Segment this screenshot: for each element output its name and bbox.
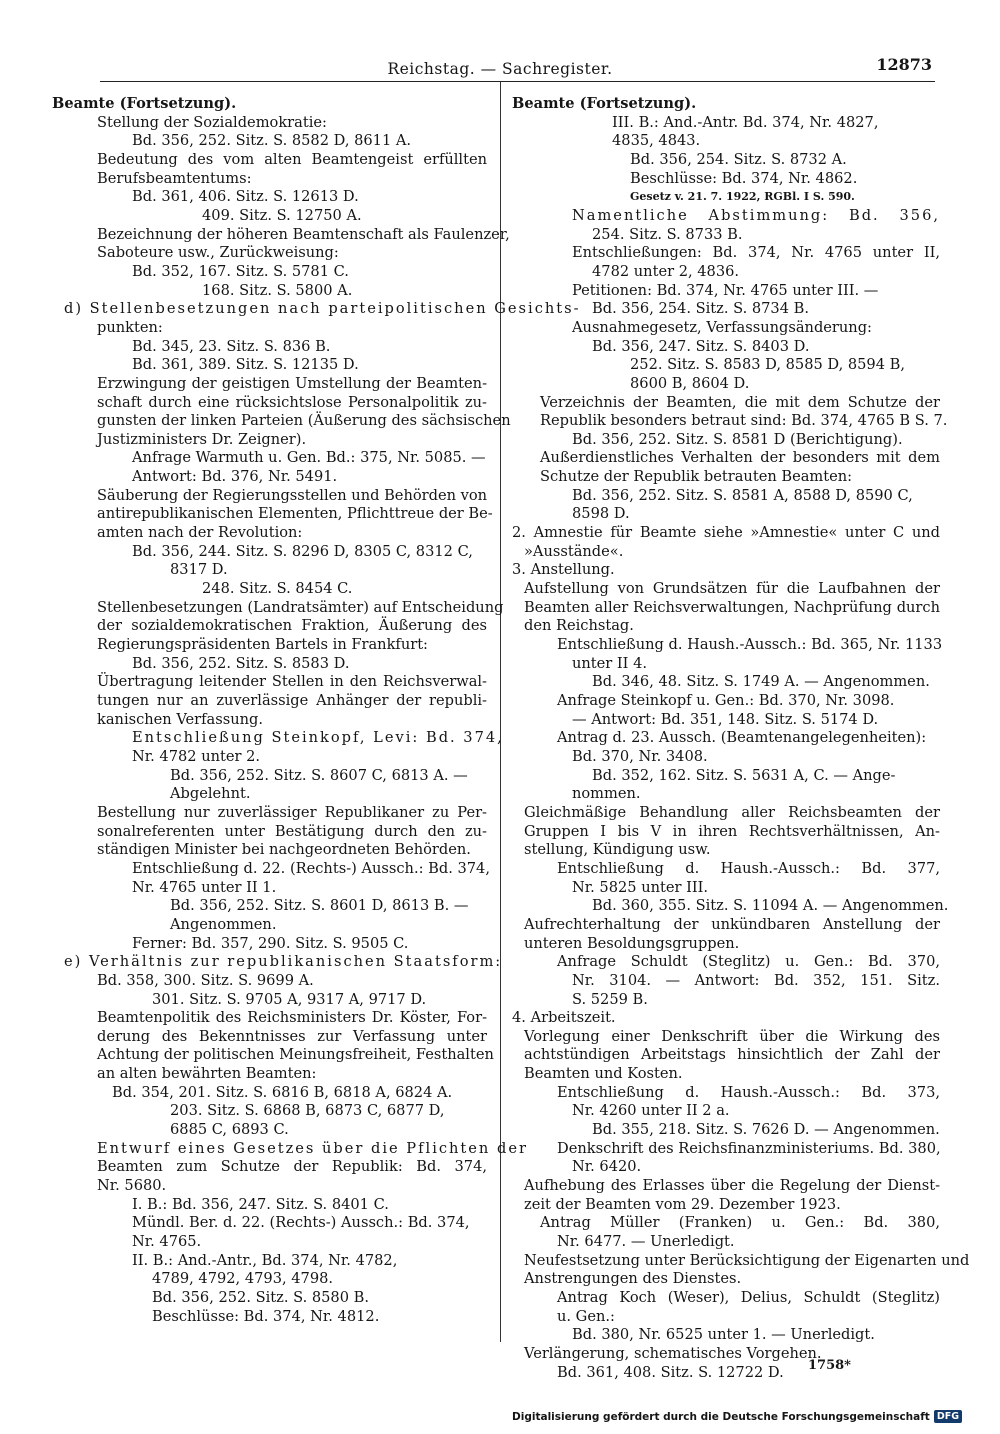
- motion-line: Antrag d. 23. Aussch. (Beamtenangelegenheiten):: [557, 729, 927, 747]
- reference-line: III. B.: And.-Antr. Bd. 374, Nr. 4827,: [612, 113, 879, 131]
- reference-line: Nr. 6477. — Unerledigt.: [557, 1233, 735, 1251]
- reference-line: Nr. 5825 unter III.: [572, 878, 709, 896]
- vote-line: Namentliche Abstimmung: Bd. 356,: [572, 206, 940, 224]
- entry-line: ständigen Minister bei nachgeordneten Behörden.: [97, 841, 471, 859]
- motion-line: Antrag Müller (Franken) u. Gen.: Bd. 380,: [540, 1214, 940, 1232]
- motion-line: Entschließung d. Haush.-Aussch.: Bd. 373,: [557, 1083, 940, 1101]
- reference-line: Bd. 380, Nr. 6525 unter 1. — Unerledigt.: [572, 1326, 875, 1344]
- inquiry-line: Anfrage Schuldt (Steglitz) u. Gen.: Bd. 370,: [557, 953, 940, 971]
- reference-line: Anfrage Warmuth u. Gen. Bd.: 375, Nr. 5085. —: [132, 449, 486, 467]
- footer-text: Digitalisierung gefördert durch die Deutsche Forschungsgemeinschaft: [512, 1410, 930, 1423]
- entry-line: schaft durch eine rücksichtslose Personalpolitik zu-: [97, 393, 487, 411]
- reference-line: II. B.: And.-Antr., Bd. 374, Nr. 4782,: [132, 1251, 398, 1269]
- reference-line: unter II 4.: [572, 654, 648, 672]
- reference-line: Bd. 361, 389. Sitz. S. 12135 D.: [132, 356, 359, 374]
- entry-line: u. Gen.:: [557, 1307, 615, 1325]
- reference-line: I. B.: Bd. 356, 247. Sitz. S. 8401 C.: [132, 1195, 389, 1213]
- entry-line: Regierungspräsidenten Bartels in Frankfurt:: [97, 636, 428, 654]
- entry-line: Justizministers Dr. Zeigner).: [97, 430, 307, 448]
- entry-line: Republik besonders betraut sind: Bd. 374, 4765 B S. 7.: [540, 412, 948, 430]
- reference-line: Bd. 356, 252. Sitz. S. 8607 C, 6813 A. —: [170, 766, 468, 784]
- numbered-section: 3. Anstellung.: [512, 561, 615, 579]
- reference-line: Bd. 370, Nr. 3408.: [572, 747, 708, 765]
- reference-line: Bd. 356, 252. Sitz. S. 8582 D, 8611 A.: [132, 132, 412, 150]
- reference-line: Bd. 346, 48. Sitz. S. 1749 A. — Angenommen.: [592, 673, 930, 691]
- entry-line: Entschließungen: Bd. 374, Nr. 4765 unter II,: [572, 244, 940, 262]
- reference-line: Bd. 356, 252. Sitz. S. 8583 D.: [132, 654, 350, 672]
- reference-line: Beschlüsse: Bd. 374, Nr. 4862.: [630, 169, 858, 187]
- entry-line: achtstündigen Arbeitstags hinsichtlich der Zahl der: [524, 1046, 940, 1064]
- reference-line: Antwort: Bd. 376, Nr. 5491.: [132, 468, 338, 486]
- reference-line: — Antwort: Bd. 351, 148. Sitz. S. 5174 D.: [572, 710, 879, 728]
- entry-line: Bestellung nur zuverlässiger Republikaner zu Per-: [97, 803, 487, 821]
- page-number: 12873: [876, 55, 932, 74]
- reference-line: Bd. 352, 167. Sitz. S. 5781 C.: [132, 262, 349, 280]
- entry-line: Neufestsetzung unter Berücksichtigung der Eigenarten und: [524, 1251, 970, 1269]
- reference-line: 6885 C, 6893 C.: [170, 1121, 289, 1139]
- reference-line: 4835, 4843.: [612, 132, 701, 150]
- entry-line: Stellenbesetzungen (Landratsämter) auf Entscheidung: [97, 598, 504, 616]
- reference-line: Angenommen.: [170, 915, 277, 933]
- reference-line: Bd. 356, 254. Sitz. S. 8734 B.: [592, 300, 810, 318]
- reference-line: Nr. 4260 unter II 2 a.: [572, 1102, 730, 1120]
- entry-line: Anstrengungen des Dienstes.: [524, 1270, 742, 1288]
- dfg-logo-icon: DFG: [934, 1410, 962, 1423]
- entry-line: Beamten und Kosten.: [524, 1065, 683, 1083]
- reference-line: 4782 unter 2, 4836.: [592, 262, 740, 280]
- reference-line: 248. Sitz. S. 8454 C.: [202, 580, 353, 598]
- entry-line: sonalreferenten unter Bestätigung durch den zu-: [97, 822, 487, 840]
- reference-line: Abgelehnt.: [170, 785, 251, 803]
- reference-line: Bd. 361, 406. Sitz. S. 12613 D.: [132, 188, 359, 206]
- reference-line: Bd. 356, 252. Sitz. S. 8581 D (Berichtigung).: [572, 430, 903, 448]
- reference-line: 168. Sitz. S. 5800 A.: [202, 281, 353, 299]
- reference-line: Nr. 6420.: [572, 1158, 642, 1176]
- entry-line: derung des Bekenntnisses zur Verfassung unter: [97, 1027, 487, 1045]
- entry-line: Übertragung leitender Stellen in den Reichsverwal-: [97, 673, 487, 691]
- entry-line: an alten bewährten Beamten:: [97, 1065, 317, 1083]
- entry-line: stellung, Kündigung usw.: [524, 841, 711, 859]
- motion-line: Entschließung d. Haush.-Aussch.: Bd. 377,: [557, 859, 940, 877]
- entry-line: amten nach der Revolution:: [97, 524, 303, 542]
- reference-line: 301. Sitz. S. 9705 A, 9317 A, 9717 D.: [152, 990, 427, 1008]
- entry-line: Erzwingung der geistigen Umstellung der Beamten-: [97, 374, 487, 392]
- entry-line: Säuberung der Regierungsstellen und Behörden von: [97, 486, 488, 504]
- subsection-heading: d) Stellenbesetzungen nach parteipolitischen Gesichts-: [64, 300, 581, 318]
- entry-line: Beamten zum Schutze der Republik: Bd. 374,: [97, 1158, 487, 1176]
- entry-line: Verzeichnis der Beamten, die mit dem Schutze der: [540, 393, 940, 411]
- signature-mark: 1758*: [808, 1358, 851, 1373]
- entry-line: Saboteure usw., Zurückweisung:: [97, 244, 339, 262]
- entry-line: Schutze der Republik betrauten Beamten:: [540, 468, 853, 486]
- reference-line: Bd. 356, 254. Sitz. S. 8732 A.: [630, 150, 847, 168]
- law-citation: Gesetz v. 21. 7. 1922, RGBl. I S. 590.: [630, 190, 855, 204]
- entry-line: Bezeichnung der höheren Beamtenschaft als Faulenzer,: [97, 225, 510, 243]
- entry-line: Gleichmäßige Behandlung aller Reichsbeamten der: [524, 803, 940, 821]
- entry-line: antirepublikanischen Elementen, Pflichttreue der Be-: [97, 505, 493, 523]
- reference-line: 254. Sitz. S. 8733 B.: [592, 225, 743, 243]
- section-heading: Beamte (Fortsetzung).: [52, 95, 237, 112]
- entry-line: Beamten aller Reichsverwaltungen, Nachprüfung durch: [524, 598, 940, 616]
- reference-line: Nr. 4765.: [132, 1233, 202, 1251]
- entry-line: Aufhebung des Erlasses über die Regelung der Dienst-: [524, 1177, 940, 1195]
- reference-line: Mündl. Ber. d. 22. (Rechts-) Aussch.: Bd. 374,: [132, 1214, 470, 1232]
- entry-line: Beamtenpolitik des Reichsministers Dr. Köster, For-: [97, 1009, 487, 1027]
- reference-line: 8317 D.: [170, 561, 228, 579]
- reference-line: Bd. 360, 355. Sitz. S. 11094 A. — Angenommen.: [592, 897, 949, 915]
- entry-line: Petitionen: Bd. 374, Nr. 4765 unter III. —: [572, 281, 879, 299]
- entry-line: Aufstellung von Grundsätzen für die Laufbahnen der: [524, 580, 940, 598]
- reference-line: nommen.: [572, 785, 641, 803]
- entry-line: Achtung der politischen Meinungsfreiheit, Festhalten: [97, 1046, 494, 1064]
- entry-line: Vorlegung einer Denkschrift über die Wirkung des: [524, 1027, 940, 1045]
- numbered-section: 4. Arbeitszeit.: [512, 1009, 616, 1027]
- reference-line: Beschlüsse: Bd. 374, Nr. 4812.: [152, 1307, 380, 1325]
- entry-line: Verlängerung, schematisches Vorgehen.: [524, 1344, 822, 1362]
- inquiry-line: Anfrage Steinkopf u. Gen.: Bd. 370, Nr. 3098.: [557, 692, 895, 709]
- reference-line: Bd. 356, 247. Sitz. S. 8403 D.: [592, 337, 810, 355]
- reference-line: 8598 D.: [572, 505, 630, 523]
- entry-line: Nr. 5680.: [97, 1177, 167, 1195]
- reference-line: Bd. 356, 252. Sitz. S. 8580 B.: [152, 1289, 370, 1306]
- reference-line: Bd. 356, 244. Sitz. S. 8296 D, 8305 C, 8312 C,: [132, 542, 473, 560]
- entry-line: tungen nur an zuverlässige Anhänger der republi-: [97, 692, 487, 709]
- reference-line: Bd. 356, 252. Sitz. S. 8601 D, 8613 B. —: [170, 897, 469, 915]
- entry-line: kanischen Verfassung.: [97, 710, 264, 728]
- entry-line: Bedeutung des vom alten Beamtengeist erfüllten: [97, 150, 487, 168]
- reference-line: Bd. 354, 201. Sitz. S. 6816 B, 6818 A, 6824 A.: [112, 1083, 453, 1101]
- entry-line: Gruppen I bis V in ihren Rechtsverhältnissen, An-: [524, 822, 940, 840]
- reference-line: Bd. 345, 23. Sitz. S. 836 B.: [132, 337, 331, 355]
- entry-line: der sozialdemokratischen Fraktion, Äußerung des: [97, 617, 487, 635]
- reference-line: 4789, 4792, 4793, 4798.: [152, 1270, 334, 1288]
- right-column: [512, 95, 970, 1382]
- entry-line: Berufsbeamtentums:: [97, 169, 252, 187]
- numbered-section: 2. Amnestie für Beamte siehe »Amnestie« unter C und: [512, 524, 940, 542]
- entry-line: Stellung der Sozialdemokratie:: [97, 113, 327, 131]
- reference-line: Bd. 355, 218. Sitz. S. 7626 D. — Angenommen.: [592, 1121, 940, 1139]
- running-header: Reichstag. — Sachregister.: [387, 60, 613, 78]
- reference-line: 8600 B, 8604 D.: [630, 374, 750, 392]
- bill-line: Entwurf eines Gesetzes über die Pflichten der: [97, 1139, 528, 1157]
- reference-line: Bd. 356, 252. Sitz. S. 8581 A, 8588 D, 8590 C,: [572, 486, 913, 504]
- entry-line: gunsten der linken Parteien (Äußerung des sächsischen: [97, 412, 511, 430]
- entry-line: zeit der Beamten vom 29. Dezember 1923.: [524, 1195, 841, 1213]
- motion-line: Antrag Koch (Weser), Delius, Schuldt (Steglitz): [557, 1289, 940, 1306]
- reference-line: Bd. 361, 408. Sitz. S. 12722 D.: [557, 1363, 784, 1381]
- entry-line: punkten:: [97, 318, 163, 336]
- reference-line: 409. Sitz. S. 12750 A.: [202, 206, 362, 224]
- motion-line: Entschließung d. 22. (Rechts-) Aussch.: Bd. 374,: [132, 859, 490, 877]
- reference-line: Nr. 4765 unter II 1.: [132, 878, 277, 896]
- reference-line: S. 5259 B.: [572, 990, 648, 1008]
- entry-line: den Reichstag.: [524, 617, 634, 635]
- reference-line: Bd. 358, 300. Sitz. S. 9699 A.: [97, 971, 314, 989]
- entry-line: Ausnahmegesetz, Verfassungsänderung:: [572, 318, 872, 336]
- reference-line: Bd. 352, 162. Sitz. S. 5631 A, C. — Ange-: [592, 766, 896, 784]
- subsection-heading: e) Verhältnis zur republikanischen Staatsform:: [64, 953, 503, 971]
- entry-line: »Ausstände«.: [524, 542, 624, 560]
- entry-line: Denkschrift des Reichsfinanzministeriums. Bd. 380,: [557, 1139, 941, 1157]
- motion-line: Entschließung d. Haush.-Aussch.: Bd. 365, Nr. 1133: [557, 636, 943, 654]
- entry-line: unteren Besoldungsgruppen.: [524, 934, 740, 952]
- reference-line: Nr. 4782 unter 2.: [132, 747, 261, 765]
- reference-line: 203. Sitz. S. 6868 B, 6873 C, 6877 D,: [170, 1102, 445, 1120]
- footer-credit: [512, 1410, 962, 1423]
- reference-line: 252. Sitz. S. 8583 D, 8585 D, 8594 B,: [630, 356, 906, 374]
- entry-line: Außerdienstliches Verhalten der besonders mit dem: [540, 449, 940, 467]
- reference-line: Nr. 3104. — Antwort: Bd. 352, 151. Sitz.: [572, 971, 940, 989]
- section-heading: Beamte (Fortsetzung).: [512, 95, 697, 112]
- motion-line: Entschließung Steinkopf, Levi: Bd. 374,: [132, 729, 504, 747]
- header-rule: [100, 81, 935, 82]
- reference-line: Ferner: Bd. 357, 290. Sitz. S. 9505 C.: [132, 934, 409, 952]
- entry-line: Aufrechterhaltung der unkündbaren Anstellung der: [524, 915, 940, 933]
